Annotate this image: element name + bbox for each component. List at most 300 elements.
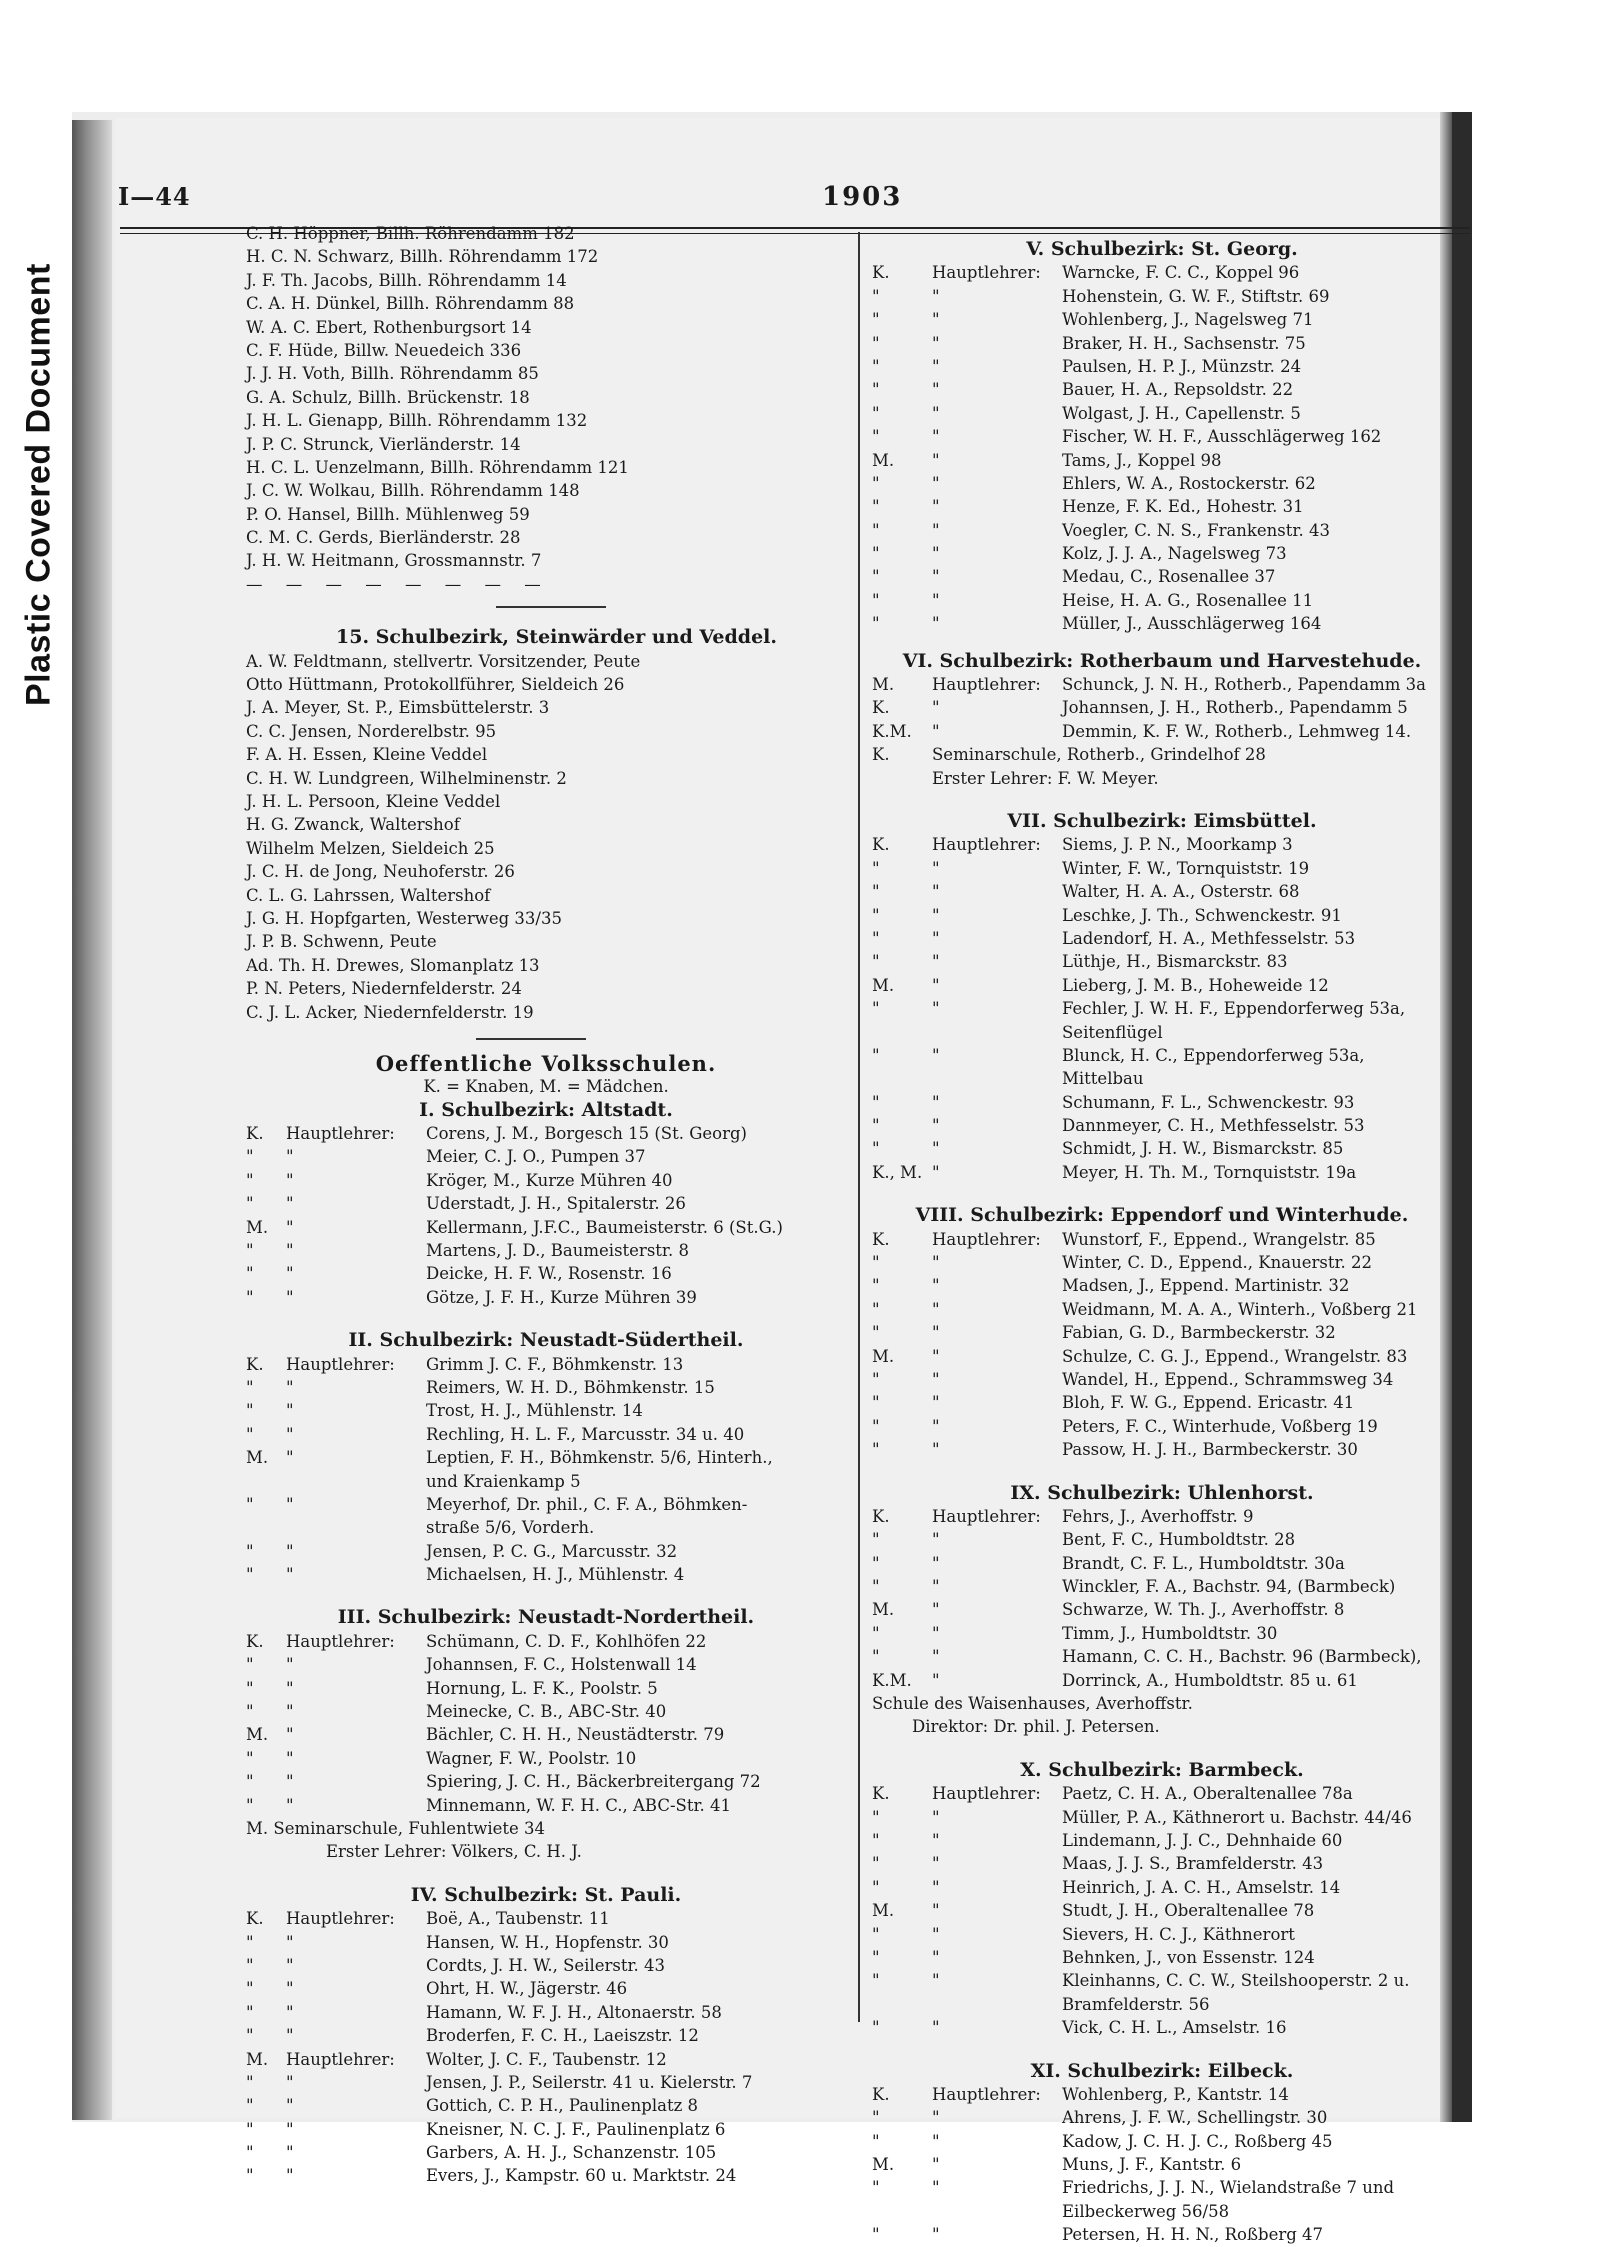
entry-entry: Siems, J. P. N., Moorkamp 3: [1062, 835, 1293, 855]
table-row: [872, 1391, 1452, 1414]
table-row: [872, 2176, 1452, 2199]
entry-mark: ": [872, 427, 880, 447]
entry-mark: ": [246, 1702, 254, 1722]
table-row: [872, 1415, 1452, 1438]
entry-entry: Martens, J. D., Baumeisterstr. 8: [426, 1241, 689, 1261]
entry-entry: Jensen, J. P., Seilerstr. 41 u. Kielerstr. 7: [426, 2072, 753, 2092]
entry-entry: und Kraienkamp 5: [426, 1471, 581, 1491]
entry-entry: Winter, C. D., Eppend., Knauerstr. 22: [1062, 1253, 1373, 1273]
table-row: [872, 743, 1452, 766]
table-row: [872, 1923, 1452, 1946]
entry-role: ": [932, 1947, 940, 1967]
table-row: [872, 1806, 1452, 1829]
entry-role: ": [932, 2018, 940, 2038]
entry-mark: K., M.: [872, 1162, 923, 1182]
table-row: [872, 880, 1452, 903]
entry-entry: Paulsen, H. P. J., Münzstr. 24: [1062, 356, 1302, 376]
table-row: [872, 1645, 1452, 1668]
scan-right-border: [1452, 112, 1472, 2122]
table-row: [872, 285, 1452, 308]
s4-list: [246, 1907, 846, 2188]
entry-entry: Timm, J., Humboldtstr. 30: [1062, 1623, 1278, 1643]
entry-mark: ": [246, 2166, 254, 2186]
s9-director: Direktor: Dr. phil. J. Petersen.: [912, 1717, 1160, 1737]
entry-entry: Rechling, H. L. F., Marcusstr. 34 u. 40: [426, 1424, 745, 1444]
entry-entry: Wohlenberg, P., Kantstr. 14: [1062, 2084, 1289, 2104]
entry-mark: K.: [872, 835, 890, 855]
entry-mark: ": [872, 1393, 880, 1413]
entry-mark: ": [872, 614, 880, 634]
table-row: [872, 1946, 1452, 1969]
entry-mark: ": [872, 2225, 880, 2245]
entry-entry: Schwarze, W. Th. J., Averhoffstr. 8: [1062, 1600, 1345, 1620]
list-item: P. N. Peters, Niedernfelderstr. 24: [246, 979, 522, 999]
entry-entry: Johannsen, F. C., Holstenwall 14: [426, 1655, 697, 1675]
entry-entry: Ladendorf, H. A., Methfesselstr. 53: [1062, 928, 1356, 948]
list-item: H. G. Zwanck, Waltershof: [246, 815, 460, 835]
entry-entry: Fischer, W. H. F., Ausschlägerweg 162: [1062, 427, 1382, 447]
entry-role: ": [932, 1276, 940, 1296]
table-row: [246, 1353, 846, 1376]
table-row: [872, 1161, 1452, 1184]
entry-role: ": [286, 1541, 294, 1561]
entry-mark: ": [872, 1299, 880, 1319]
list-item: J. H. W. Heitmann, Grossmannstr. 7: [246, 551, 542, 571]
entry-role: ": [286, 1448, 294, 1468]
entry-mark: ": [872, 473, 880, 493]
entry-mark: ": [872, 333, 880, 353]
table-row: [872, 1669, 1452, 1692]
entry-mark: ": [872, 1092, 880, 1112]
entry-role: ": [932, 858, 940, 878]
entry-entry: Wunstorf, F., Eppend., Wrangelstr. 85: [1062, 1229, 1376, 1249]
entry-role: ": [932, 952, 940, 972]
table-row: [246, 1399, 846, 1422]
list-item: C. H. W. Lundgreen, Wilhelminenstr. 2: [246, 768, 567, 788]
entry-entry: Fabian, G. D., Barmbeckerstr. 32: [1062, 1323, 1336, 1343]
entry-entry: Madsen, J., Eppend. Martinistr. 32: [1062, 1276, 1350, 1296]
entry-role: ": [286, 1170, 294, 1190]
entry-entry: Wolter, J. C. F., Taubenstr. 12: [426, 2049, 667, 2069]
entry-role: ": [286, 1795, 294, 1815]
entry-role: ": [932, 333, 940, 353]
public-schools-legend: K. = Knaben, M. = Mädchen.: [423, 1077, 669, 1097]
entry-entry: Kröger, M., Kurze Mühren 40: [426, 1170, 673, 1190]
entry-role: ": [932, 1553, 940, 1573]
entry-entry: Fechler, J. W. H. F., Eppendorferweg 53a,: [1062, 999, 1406, 1019]
s8-list: [872, 1228, 1452, 1462]
table-row: [872, 1251, 1452, 1274]
entry-entry: Braker, H. H., Sachsenstr. 75: [1062, 333, 1306, 353]
list-item: G. A. Schulz, Billh. Brückenstr. 18: [246, 387, 530, 407]
entry-role: ": [932, 1393, 940, 1413]
entry-entry: Grimm J. C. F., Böhmkenstr. 13: [426, 1354, 684, 1374]
entry-role: ": [286, 2119, 294, 2139]
entry-role: ": [932, 1600, 940, 1620]
entry-role: Erster Lehrer: F. W. Meyer.: [932, 768, 1159, 788]
entry-entry: Schmidt, J. H. W., Bismarckstr. 85: [1062, 1139, 1344, 1159]
entry-entry: Warncke, F. C. C., Koppel 96: [1062, 263, 1300, 283]
entry-entry: Michaelsen, H. J., Mühlenstr. 4: [426, 1565, 685, 1585]
entry-role: ": [286, 1217, 294, 1237]
table-row: [872, 950, 1452, 973]
table-row: [872, 565, 1452, 588]
entry-role: ": [286, 1748, 294, 1768]
section-rule: [496, 606, 606, 608]
s7-list: [872, 833, 1452, 1184]
entry-entry: Hamann, W. F. J. H., Altonaerstr. 58: [426, 2002, 722, 2022]
entry-role: ": [932, 1854, 940, 1874]
table-row: [872, 2016, 1452, 2039]
entry-role: ": [286, 1377, 294, 1397]
entry-role: ": [932, 2155, 940, 2175]
entry-role: ": [286, 2166, 294, 2186]
entry-role: ": [286, 1772, 294, 1792]
entry-entry: Evers, J., Kampstr. 60 u. Marktstr. 24: [426, 2166, 737, 2186]
entry-entry: Leptien, F. H., Böhmkenstr. 5/6, Hinterh.,: [426, 1448, 773, 1468]
entry-role: ": [932, 1577, 940, 1597]
right-column: [872, 238, 1452, 2247]
entry-entry: Corens, J. M., Borgesch 15 (St. Georg): [426, 1124, 747, 1144]
table-row: [246, 1723, 846, 1746]
entry-entry: Brandt, C. F. L., Humboldtstr. 30a: [1062, 1553, 1345, 1573]
entry-role: ": [932, 1807, 940, 1827]
table-row: [872, 1274, 1452, 1297]
entry-role: ": [932, 356, 940, 376]
entry-entry: Peters, F. C., Winterhude, Voßberg 19: [1062, 1416, 1378, 1436]
entry-entry: Meier, C. J. O., Pumpen 37: [426, 1147, 646, 1167]
entry-entry: Bramfelderstr. 56: [1062, 1994, 1210, 2014]
table-row: [872, 1852, 1452, 1875]
s6-heading: VI. Schulbezirk: Rotherbaum und Harvestehude.: [902, 649, 1422, 672]
table-row: [872, 1345, 1452, 1368]
entry-entry: Dannmeyer, C. H., Methfesselstr. 53: [1062, 1116, 1365, 1136]
list-item: C. H. Höppner, Billh. Röhrendamm 182: [246, 224, 575, 243]
entry-entry: Friedrichs, J. J. N., Wielandstraße 7 und: [1062, 2178, 1395, 2198]
entry-role: Hauptlehrer:: [932, 1506, 1041, 1526]
entry-entry: Dorrinck, A., Humboldtstr. 85 u. 61: [1062, 1670, 1358, 1690]
entry-role: ": [932, 1901, 940, 1921]
table-row: [872, 542, 1452, 565]
s3-list: [246, 1630, 846, 1817]
table-row: [246, 1169, 846, 1192]
entry-role: ": [932, 721, 940, 741]
table-row: [872, 1876, 1452, 1899]
entry-mark: M.: [872, 2155, 895, 2175]
side-label: Plastic Covered Document: [19, 263, 58, 707]
entry-entry: Kleinhanns, C. C. W., Steilshooperstr. 2 u.: [1062, 1971, 1410, 1991]
entry-role: ": [932, 2178, 940, 2198]
entry-mark: ": [872, 1139, 880, 1159]
entry-mark: ": [246, 1772, 254, 1792]
table-row: [246, 1931, 846, 1954]
s4-heading: IV. Schulbezirk: St. Pauli.: [410, 1883, 682, 1906]
entry-mark: M.: [246, 1217, 269, 1237]
entry-mark: ": [872, 520, 880, 540]
table-row: [872, 261, 1452, 284]
table-row: [872, 1021, 1452, 1044]
list-item: C. J. L. Acker, Niedernfelderstr. 19: [246, 1002, 534, 1022]
entry-mark: M.: [872, 1346, 895, 1366]
entry-mark: K.: [246, 1631, 264, 1651]
entry-role: ": [286, 1979, 294, 1999]
entry-role: ": [286, 1147, 294, 1167]
entry-entry: Wolgast, J. H., Capellenstr. 5: [1062, 403, 1301, 423]
entry-mark: K.: [872, 1784, 890, 1804]
list-item: C. C. Jensen, Norderelbstr. 95: [246, 721, 497, 741]
list-item: J. J. H. Voth, Billh. Röhrendamm 85: [246, 364, 539, 384]
entry-entry: Müller, P. A., Käthnerort u. Bachstr. 44/46: [1062, 1807, 1412, 1827]
entry-mark: K.: [872, 2084, 890, 2104]
entry-mark: ": [872, 1369, 880, 1389]
entry-mark: ": [872, 310, 880, 330]
list-item: J. P. C. Strunck, Vierländerstr. 14: [246, 434, 521, 454]
entry-mark: ": [246, 2072, 254, 2092]
table-row: [246, 1216, 846, 1239]
entry-entry: Meyer, H. Th. M., Tornquiststr. 19a: [1062, 1162, 1357, 1182]
entry-role: ": [932, 1116, 940, 1136]
entry-entry: Eilbeckerweg 56/58: [1062, 2201, 1230, 2221]
table-row: [872, 857, 1452, 880]
list-item: P. O. Hansel, Billh. Mühlenweg 59: [246, 504, 530, 524]
table-row: [872, 833, 1452, 856]
entry-entry: Lüthje, H., Bismarckstr. 83: [1062, 952, 1288, 972]
list-item: A. W. Feldtmann, stellvertr. Vorsitzender, Peute: [246, 651, 641, 671]
list-item: J. F. Th. Jacobs, Billh. Röhrendamm 14: [246, 270, 567, 290]
entry-mark: ": [872, 1116, 880, 1136]
entry-role: Hauptlehrer:: [286, 1354, 395, 1374]
s1-list: [246, 1122, 846, 1309]
table-row: [246, 2164, 846, 2187]
table-row: [872, 2223, 1452, 2246]
table-row: [246, 1286, 846, 1309]
entry-mark: ": [246, 2096, 254, 2116]
entry-role: Hauptlehrer:: [286, 1124, 395, 1144]
entry-role: ": [932, 286, 940, 306]
list-item: J. C. H. de Jong, Neuhoferstr. 26: [246, 862, 515, 882]
entry-role: ": [286, 2143, 294, 2163]
s3-first-teacher: Erster Lehrer: Völkers, C. H. J.: [326, 1842, 582, 1862]
entry-mark: K.: [246, 1124, 264, 1144]
page-binding-shadow: [72, 120, 112, 2120]
table-row: [246, 1700, 846, 1723]
s5-heading: V. Schulbezirk: St. Georg.: [1026, 238, 1298, 260]
list-item: C. A. H. Dünkel, Billh. Röhrendamm 88: [246, 294, 575, 314]
list-item: C. F. Hüde, Billw. Neuedeich 336: [246, 340, 522, 360]
table-row: [246, 1677, 846, 1700]
table-row: [246, 1770, 846, 1793]
entry-role: ": [932, 1299, 940, 1319]
entry-mark: ": [246, 1541, 254, 1561]
entry-role: ": [932, 1253, 940, 1273]
table-row: [872, 1899, 1452, 1922]
table-row: [246, 1954, 846, 1977]
entry-entry: Muns, J. F., Kantstr. 6: [1062, 2155, 1242, 2175]
entry-entry: Schumann, F. L., Schwenckestr. 93: [1062, 1092, 1355, 1112]
entry-entry: Leschke, J. Th., Schwenckestr. 91: [1062, 905, 1342, 925]
entry-mark: ": [872, 1276, 880, 1296]
entry-mark: ": [872, 1854, 880, 1874]
entry-mark: ": [246, 2119, 254, 2139]
entry-mark: ": [872, 2178, 880, 2198]
entry-entry: Winckler, F. A., Bachstr. 94, (Barmbeck): [1062, 1577, 1396, 1597]
entry-mark: K.: [872, 698, 890, 718]
entry-mark: ": [246, 1194, 254, 1214]
entry-role: ": [932, 403, 940, 423]
entry-mark: M.: [872, 675, 895, 695]
table-row: [872, 308, 1452, 331]
entry-mark: ": [872, 1807, 880, 1827]
table-row: [246, 2001, 846, 2024]
entry-mark: ": [872, 999, 880, 1019]
entry-mark: M.: [872, 1600, 895, 1620]
table-row: [246, 1794, 846, 1817]
entry-role: ": [932, 999, 940, 1019]
entry-role: ": [932, 520, 940, 540]
entry-mark: M.: [872, 1901, 895, 1921]
entry-mark: ": [872, 1045, 880, 1065]
entry-entry: Müller, J., Ausschlägerweg 164: [1062, 614, 1322, 634]
table-row: [872, 1368, 1452, 1391]
table-row: [872, 904, 1452, 927]
entry-entry: Paetz, C. H. A., Oberaltenallee 78a: [1062, 1784, 1353, 1804]
s9-orphanage-school: Schule des Waisenhauses, Averhoffstr.: [872, 1694, 1193, 1714]
entry-mark: ": [872, 905, 880, 925]
entry-entry: Johannsen, J. H., Rotherb., Papendamm 5: [1062, 698, 1408, 718]
page-year: 1903: [822, 182, 903, 212]
table-row: [246, 1653, 846, 1676]
table-row: [246, 2094, 846, 2117]
entry-entry: Passow, H. J. H., Barmbeckerstr. 30: [1062, 1440, 1358, 1460]
s9-list: [872, 1505, 1452, 1692]
table-row: [246, 1540, 846, 1563]
entry-entry: Reimers, W. H. D., Böhmkenstr. 15: [426, 1377, 715, 1397]
entry-role: ": [286, 1241, 294, 1261]
table-row: [872, 2083, 1452, 2106]
table-row: [246, 2118, 846, 2141]
entry-mark: ": [246, 1494, 254, 1514]
table-row: [246, 1747, 846, 1770]
entry-entry: Lieberg, J. M. B., Hoheweide 12: [1062, 975, 1329, 995]
column-divider: [858, 232, 860, 2022]
entry-entry: Kadow, J. C. H. J. C., Roßberg 45: [1062, 2131, 1333, 2151]
entry-mark: M.: [872, 975, 895, 995]
entry-mark: ": [246, 1241, 254, 1261]
table-row: [872, 1829, 1452, 1852]
entry-entry: Wagner, F. W., Poolstr. 10: [426, 1748, 637, 1768]
table-row: [246, 2071, 846, 2094]
entry-mark: K.: [246, 1354, 264, 1374]
entry-entry: Seitenflügel: [1062, 1022, 1163, 1042]
entry-mark: ": [872, 1577, 880, 1597]
entry-role: ": [286, 1655, 294, 1675]
entry-mark: ": [246, 1401, 254, 1421]
entry-entry: Weidmann, M. A. A., Winterh., Voßberg 21: [1062, 1299, 1418, 1319]
entry-entry: Heise, H. A. G., Rosenallee 11: [1062, 590, 1314, 610]
entry-mark: ": [872, 1440, 880, 1460]
entry-mark: ": [246, 1170, 254, 1190]
entry-entry: Behnken, J., von Essenstr. 124: [1062, 1947, 1315, 1967]
entry-entry: Ahrens, J. F. W., Schellingstr. 30: [1062, 2108, 1328, 2128]
dash-separator: — — — — — — — —: [246, 574, 550, 594]
table-row: [246, 1446, 846, 1469]
entry-mark: ": [872, 380, 880, 400]
table-row: [872, 1044, 1452, 1067]
s3-heading: III. Schulbezirk: Neustadt-Nordertheil.: [337, 1606, 755, 1629]
entry-entry: Petersen, H. H. N., Roßberg 47: [1062, 2225, 1324, 2245]
entry-entry: Ehlers, W. A., Rostockerstr. 62: [1062, 473, 1316, 493]
section-rule: [476, 1038, 586, 1040]
list-item: J. H. L. Persoon, Kleine Veddel: [246, 791, 501, 811]
entry-entry: Hansen, W. H., Hopfenstr. 30: [426, 1932, 669, 1952]
table-row: [246, 1470, 846, 1493]
entry-mark: ": [872, 1877, 880, 1897]
entry-role: ": [932, 1971, 940, 1991]
entry-role: ": [286, 1702, 294, 1722]
entry-role: ": [932, 1045, 940, 1065]
entry-mark: ": [872, 2108, 880, 2128]
entry-role: ": [932, 473, 940, 493]
entry-role: ": [286, 1494, 294, 1514]
entry-role: ": [286, 1401, 294, 1421]
entry-mark: ": [246, 1377, 254, 1397]
entry-entry: Hohenstein, G. W. F., Stiftstr. 69: [1062, 286, 1330, 306]
entry-role: ": [932, 882, 940, 902]
entry-entry: Kellermann, J.F.C., Baumeisterstr. 6 (St.G.): [426, 1217, 783, 1237]
table-row: [872, 767, 1452, 790]
entry-mark: ": [872, 590, 880, 610]
entry-role: ": [932, 590, 940, 610]
entry-role: ": [286, 1932, 294, 1952]
entry-mark: ": [246, 1678, 254, 1698]
table-row: [872, 997, 1452, 1020]
entry-role: ": [932, 1162, 940, 1182]
entry-entry: Fehrs, J., Averhoffstr. 9: [1062, 1506, 1254, 1526]
entry-mark: K.M.: [872, 721, 912, 741]
entry-mark: ": [872, 858, 880, 878]
entry-role: Hauptlehrer:: [286, 2049, 395, 2069]
entry-entry: Winter, F. W., Tornquiststr. 19: [1062, 858, 1310, 878]
entry-role: ": [932, 497, 940, 517]
table-row: [246, 1563, 846, 1586]
entry-entry: Trost, H. J., Mühlenstr. 14: [426, 1401, 643, 1421]
entry-role: ": [286, 2096, 294, 2116]
entry-mark: ": [246, 1795, 254, 1815]
entry-role: ": [932, 2108, 940, 2128]
entry-entry: Gottich, C. P. H., Paulinenplatz 8: [426, 2096, 699, 2116]
table-row: [246, 1145, 846, 1168]
s2-list: [246, 1353, 846, 1587]
table-row: [872, 1782, 1452, 1805]
table-row: [246, 1907, 846, 1930]
entry-entry: Schunck, J. N. H., Rotherb., Papendamm 3a: [1062, 675, 1426, 695]
table-row: [246, 1516, 846, 1539]
entry-mark: ": [872, 882, 880, 902]
entry-entry: Cordts, J. H. W., Seilerstr. 43: [426, 1955, 666, 1975]
entry-mark: K.: [872, 1229, 890, 1249]
entry-role: ": [286, 1424, 294, 1444]
list-item: J. G. H. Hopfgarten, Westerweg 33/35: [246, 908, 562, 928]
entry-role: ": [932, 1369, 940, 1389]
entry-role: ": [286, 2026, 294, 2046]
entry-role: ": [932, 698, 940, 718]
entry-entry: Maas, J. J. S., Bramfelderstr. 43: [1062, 1854, 1324, 1874]
entry-role: ": [932, 975, 940, 995]
entry-role: ": [932, 427, 940, 447]
list-item: C. L. G. Lahrssen, Waltershof: [246, 885, 491, 905]
table-row: [872, 355, 1452, 378]
entry-entry: Bächler, C. H. H., Neustädterstr. 79: [426, 1725, 725, 1745]
